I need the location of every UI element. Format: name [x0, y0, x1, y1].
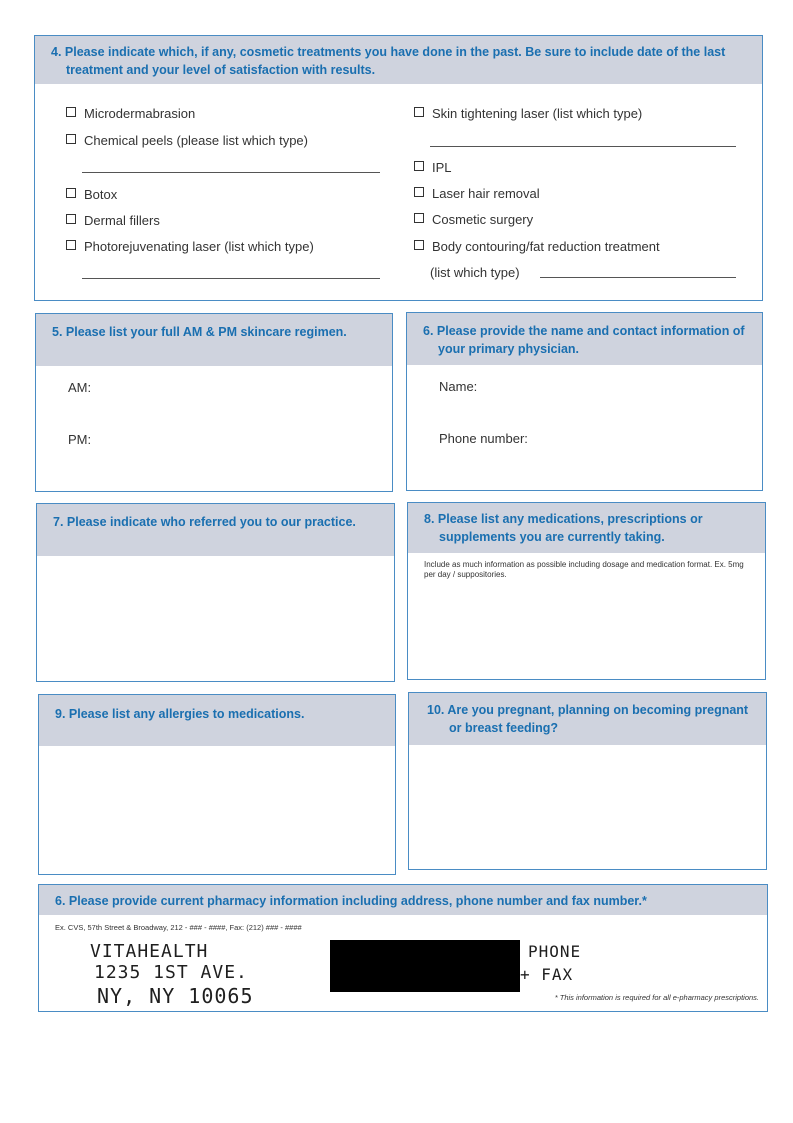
- checkbox-label: Cosmetic surgery: [432, 212, 534, 227]
- section-6-physician-header: [407, 313, 762, 365]
- handwritten-pharmacy-street: 1235 1ST AVE.: [94, 962, 248, 983]
- section-9-header: [39, 695, 395, 746]
- physician-name-label: Name:: [439, 379, 478, 394]
- section-7-panel: [36, 503, 395, 682]
- section-4-panel: [34, 35, 763, 301]
- chemical-peels-line[interactable]: [82, 172, 380, 173]
- body-contouring-type-label: (list which type): [430, 265, 520, 280]
- checkbox-icon[interactable]: [66, 134, 76, 144]
- section-5-panel: [35, 313, 393, 492]
- checkbox-icon[interactable]: [66, 240, 76, 250]
- checkbox-icon[interactable]: [66, 188, 76, 198]
- section-8-panel: [407, 502, 766, 680]
- checkbox-ipl[interactable]: [414, 160, 452, 175]
- section-4-title: 4. Please indicate which, if any, cosmetic treatments you have done in the past. Be sure to include date of the last treatment and your level of satisfaction with results.: [51, 45, 726, 77]
- checkbox-label: Botox: [84, 187, 118, 202]
- section-9-panel: [38, 694, 396, 875]
- physician-phone-label: Phone number:: [439, 431, 528, 446]
- section-6-physician-panel: [406, 312, 763, 491]
- checkbox-icon[interactable]: [66, 214, 76, 224]
- handwritten-phone-label: PHONE: [528, 942, 582, 961]
- pm-label: PM:: [68, 432, 92, 447]
- checkbox-cosmetic-surgery[interactable]: [414, 212, 533, 227]
- checkbox-icon[interactable]: [414, 240, 424, 250]
- checkbox-label: Microdermabrasion: [84, 106, 196, 121]
- body-contouring-line[interactable]: [540, 277, 736, 278]
- pharmacy-example: Ex. CVS, 57th Street & Broadway, 212 - ### - ####, Fax: (212) ### - ####: [55, 923, 302, 932]
- skin-tightening-line[interactable]: [430, 146, 736, 147]
- pharmacy-footnote: * This information is required for all e-pharmacy prescriptions.: [554, 993, 759, 1002]
- checkbox-dermal-fillers[interactable]: [66, 213, 160, 228]
- section-9-title: 9. Please list any allergies to medications.: [55, 707, 305, 721]
- handwritten-pharmacy-city: NY, NY 10065: [97, 984, 254, 1008]
- handwritten-fax-label: + FAX: [520, 965, 574, 984]
- checkbox-icon[interactable]: [414, 213, 424, 223]
- checkbox-icon[interactable]: [414, 161, 424, 171]
- checkbox-label: Chemical peels (please list which type): [84, 133, 308, 148]
- section-6-pharmacy-title: 6. Please provide current pharmacy information including address, phone number and fax number.*: [55, 894, 647, 908]
- section-10-panel: [408, 692, 767, 870]
- checkbox-label: Body contouring/fat reduction treatment: [432, 239, 660, 254]
- checkbox-label: IPL: [432, 160, 452, 175]
- section-7-header: [37, 504, 394, 556]
- checkbox-photorejuvenating-laser[interactable]: [66, 239, 314, 254]
- section-10-title: 10. Are you pregnant, planning on becoming pregnant or breast feeding?: [427, 703, 749, 735]
- section-6-physician-title: 6. Please provide the name and contact information of your primary physician.: [423, 324, 745, 356]
- section-10-header: [409, 693, 766, 745]
- photorejuvenating-line[interactable]: [82, 278, 380, 279]
- section-6-pharmacy-header: [39, 885, 767, 915]
- checkbox-icon[interactable]: [66, 107, 76, 117]
- section-8-header: [408, 503, 765, 553]
- checkbox-body-contouring[interactable]: [414, 239, 660, 254]
- checkbox-label: Laser hair removal: [432, 186, 540, 201]
- section-4-header: [35, 36, 762, 84]
- checkbox-label: Skin tightening laser (list which type): [432, 106, 643, 121]
- checkbox-label: Dermal fillers: [84, 213, 160, 228]
- checkbox-icon[interactable]: [414, 187, 424, 197]
- handwritten-pharmacy-name: VITAHEALTH: [90, 941, 209, 962]
- section-8-title: 8. Please list any medications, prescriptions or supplements you are currently taking.: [424, 512, 703, 544]
- redaction-box: [330, 940, 520, 992]
- checkbox-microdermabrasion[interactable]: [66, 106, 195, 121]
- section-5-header: [36, 314, 392, 366]
- checkbox-label: Photorejuvenating laser (list which type): [84, 239, 314, 254]
- checkbox-botox[interactable]: [66, 187, 117, 202]
- checkbox-icon[interactable]: [414, 107, 424, 117]
- checkbox-skin-tightening[interactable]: [414, 106, 642, 121]
- section-7-title: 7. Please indicate who referred you to our practice.: [53, 515, 356, 529]
- checkbox-laser-hair-removal[interactable]: [414, 186, 540, 201]
- section-5-title: 5. Please list your full AM & PM skincare regimen.: [52, 325, 347, 339]
- am-label: AM:: [68, 380, 92, 395]
- checkbox-chemical-peels[interactable]: [66, 133, 308, 148]
- section-8-note: Include as much information as possible including dosage and medication format. Ex. 5mg per day / suppositories.: [424, 560, 744, 579]
